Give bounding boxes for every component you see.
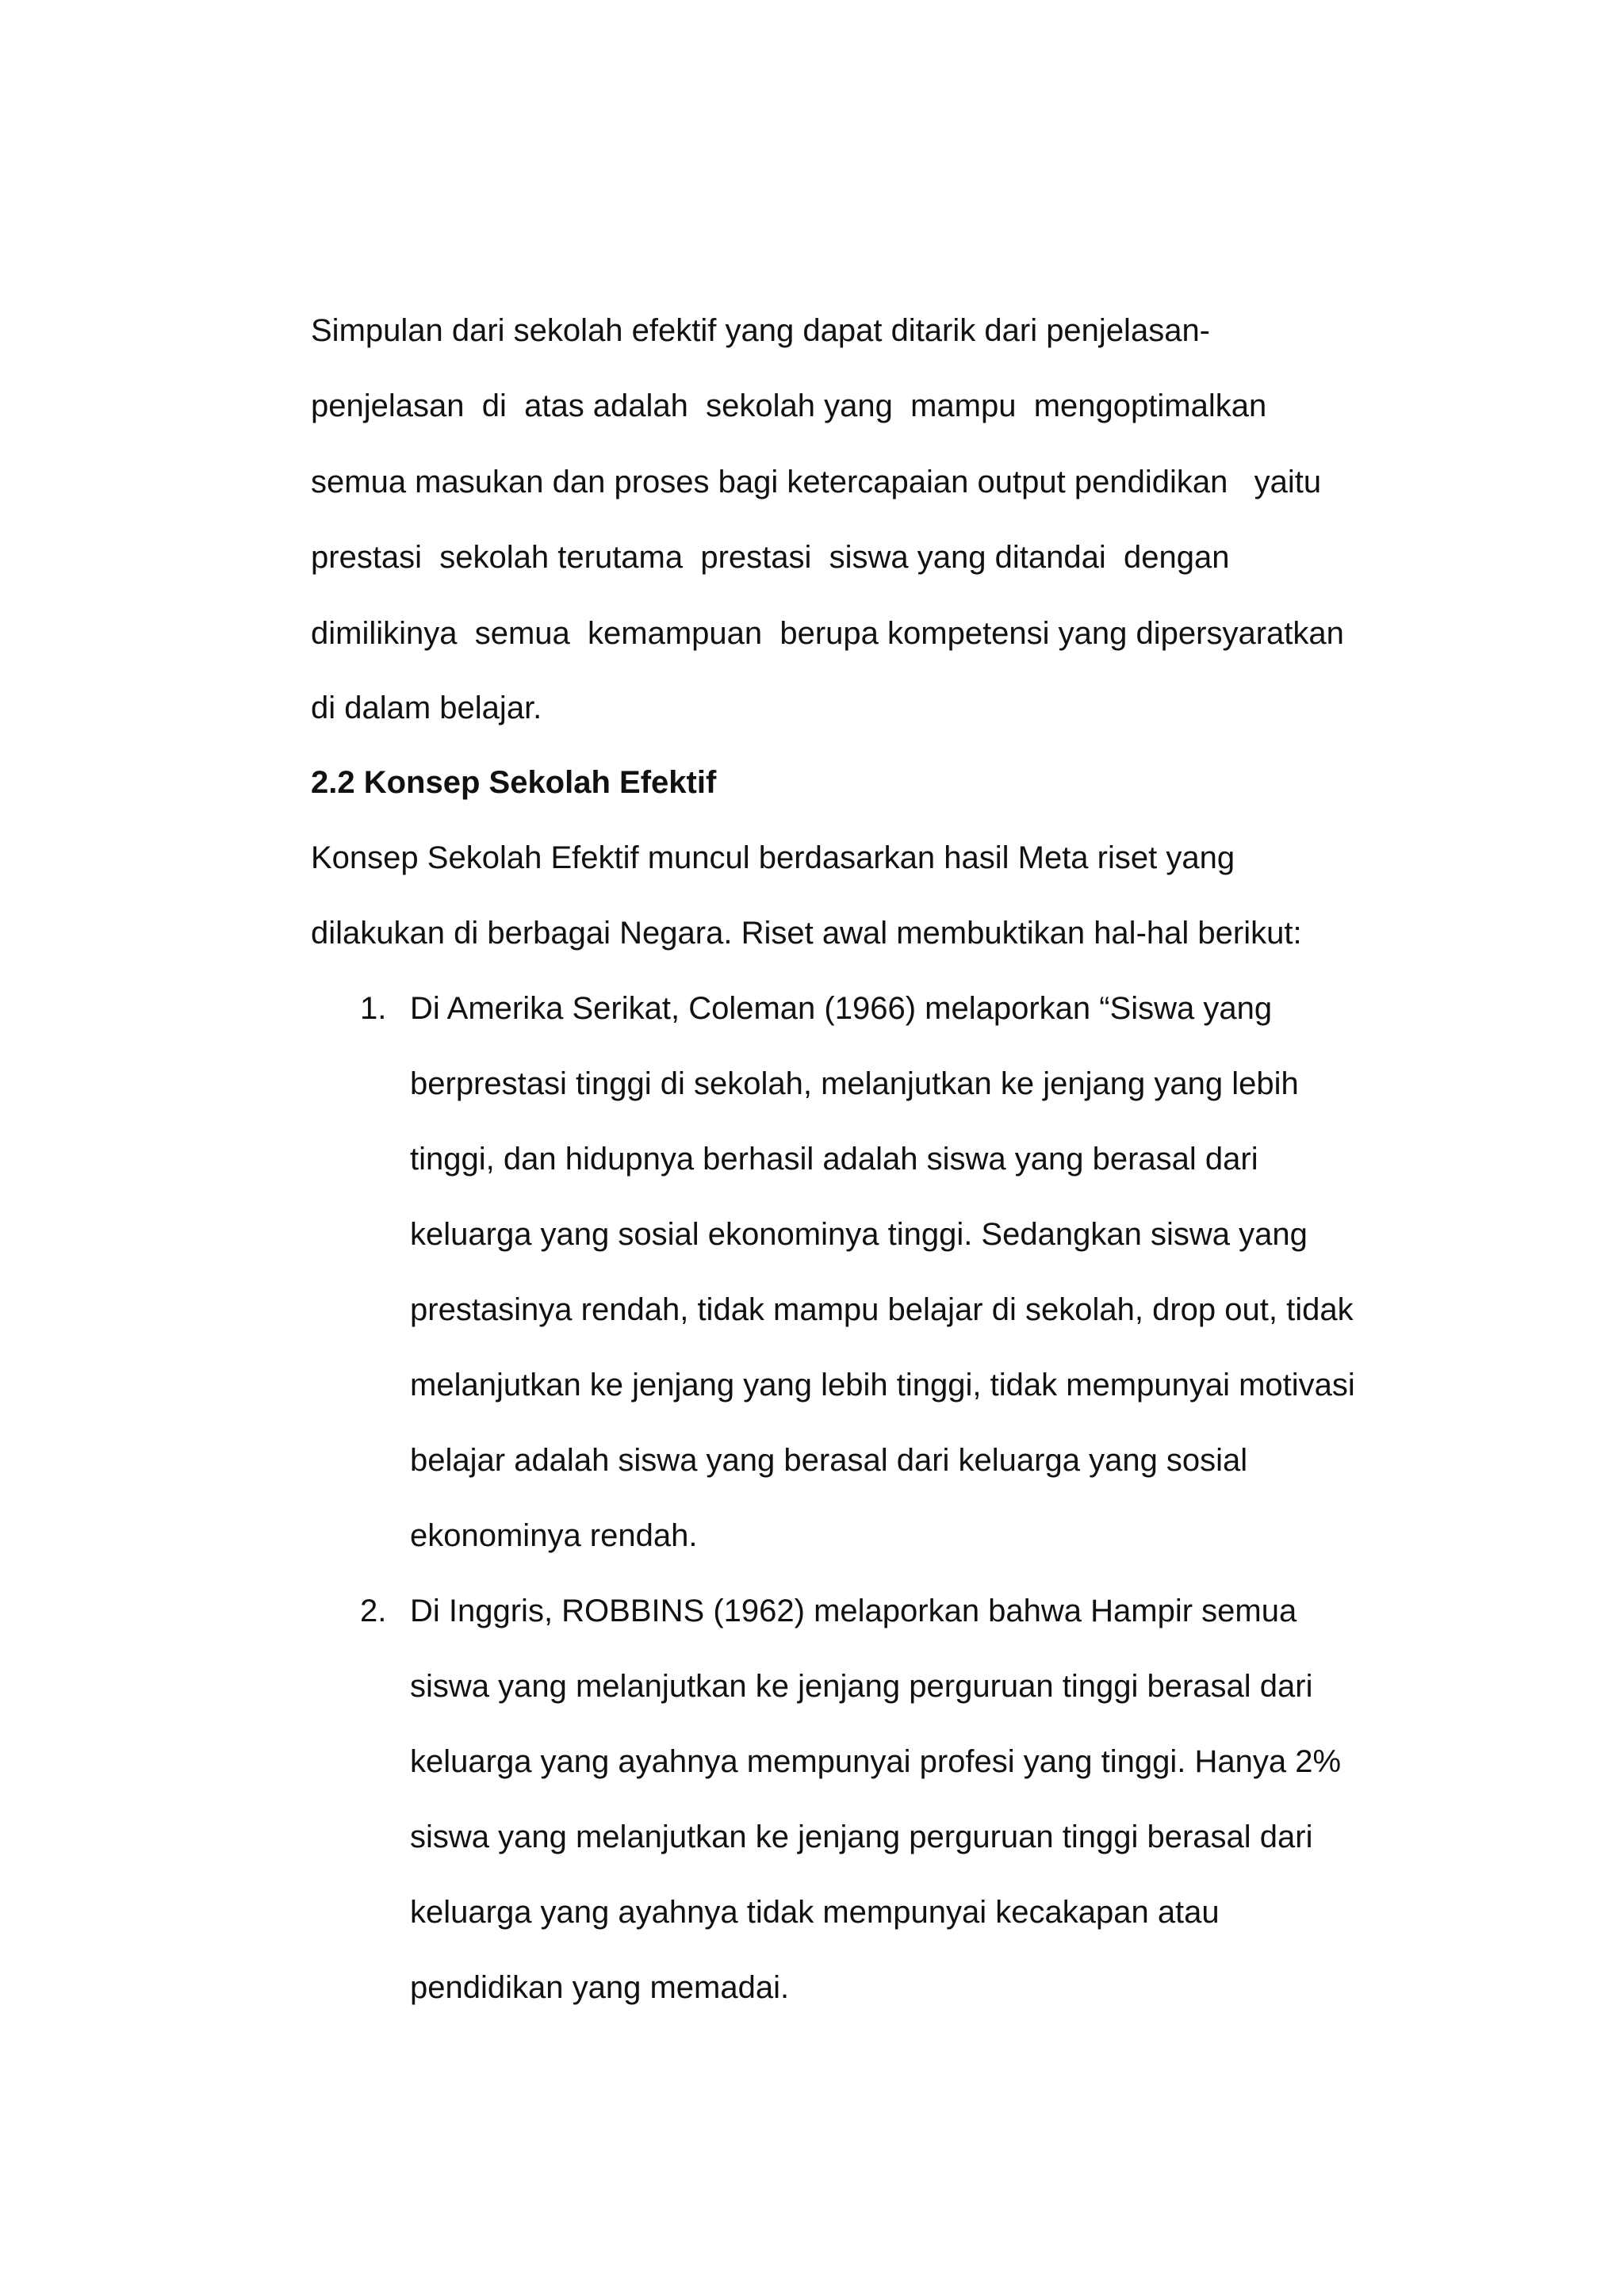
text-line: siswa yang melanjutkan ke jenjang perguruan tinggi berasal dari — [410, 1669, 1313, 1704]
text-line: semua masukan dan proses bagi ketercapaian output pendidikan yaitu — [311, 465, 1322, 499]
text-line: berprestasi tinggi di sekolah, melanjutkan ke jenjang yang lebih — [410, 1066, 1299, 1101]
text-line: dilakukan di berbagai Negara. Riset awal membuktikan hal-hal berikut: — [311, 916, 1302, 951]
text-line: Di Amerika Serikat, Coleman (1966) melaporkan “Siswa yang — [410, 991, 1273, 1026]
section-heading: 2.2 Konsep Sekolah Efektif — [311, 765, 717, 800]
text-line: penjelasan di atas adalah sekolah yang mampu mengoptimalkan — [311, 388, 1267, 423]
text-line: prestasinya rendah, tidak mampu belajar di sekolah, drop out, tidak — [410, 1292, 1354, 1327]
text-line: keluarga yang ayahnya mempunyai profesi yang tinggi. Hanya 2% — [410, 1744, 1342, 1779]
list-number: 1. — [360, 991, 387, 1026]
text-line: pendidikan yang memadai. — [410, 1970, 790, 2005]
text-line: keluarga yang sosial ekonominya tinggi. Sedangkan siswa yang — [410, 1217, 1308, 1252]
text-line: prestasi sekolah terutama prestasi siswa yang ditandai dengan — [311, 540, 1230, 575]
text-line: keluarga yang ayahnya tidak mempunyai kecakapan atau — [410, 1895, 1220, 1930]
text-line: Simpulan dari sekolah efektif yang dapat ditarik dari penjelasan- — [311, 313, 1211, 348]
text-line: Di Inggris, ROBBINS (1962) melaporkan bahwa Hampir semua — [410, 1594, 1297, 1628]
text-line: dimilikinya semua kemampuan berupa kompetensi yang dipersyaratkan — [311, 616, 1344, 651]
text-line: belajar adalah siswa yang berasal dari keluarga yang sosial — [410, 1443, 1248, 1478]
text-line: tinggi, dan hidupnya berhasil adalah siswa yang berasal dari — [410, 1142, 1258, 1177]
list-number: 2. — [360, 1594, 387, 1628]
text-line: siswa yang melanjutkan ke jenjang perguruan tinggi berasal dari — [410, 1820, 1313, 1854]
text-line: di dalam belajar. — [311, 691, 542, 725]
text-line: melanjutkan ke jenjang yang lebih tinggi, tidak mempunyai motivasi — [410, 1368, 1355, 1402]
text-line: ekonominya rendah. — [410, 1518, 698, 1553]
text-line: Konsep Sekolah Efektif muncul berdasarkan hasil Meta riset yang — [311, 840, 1235, 875]
